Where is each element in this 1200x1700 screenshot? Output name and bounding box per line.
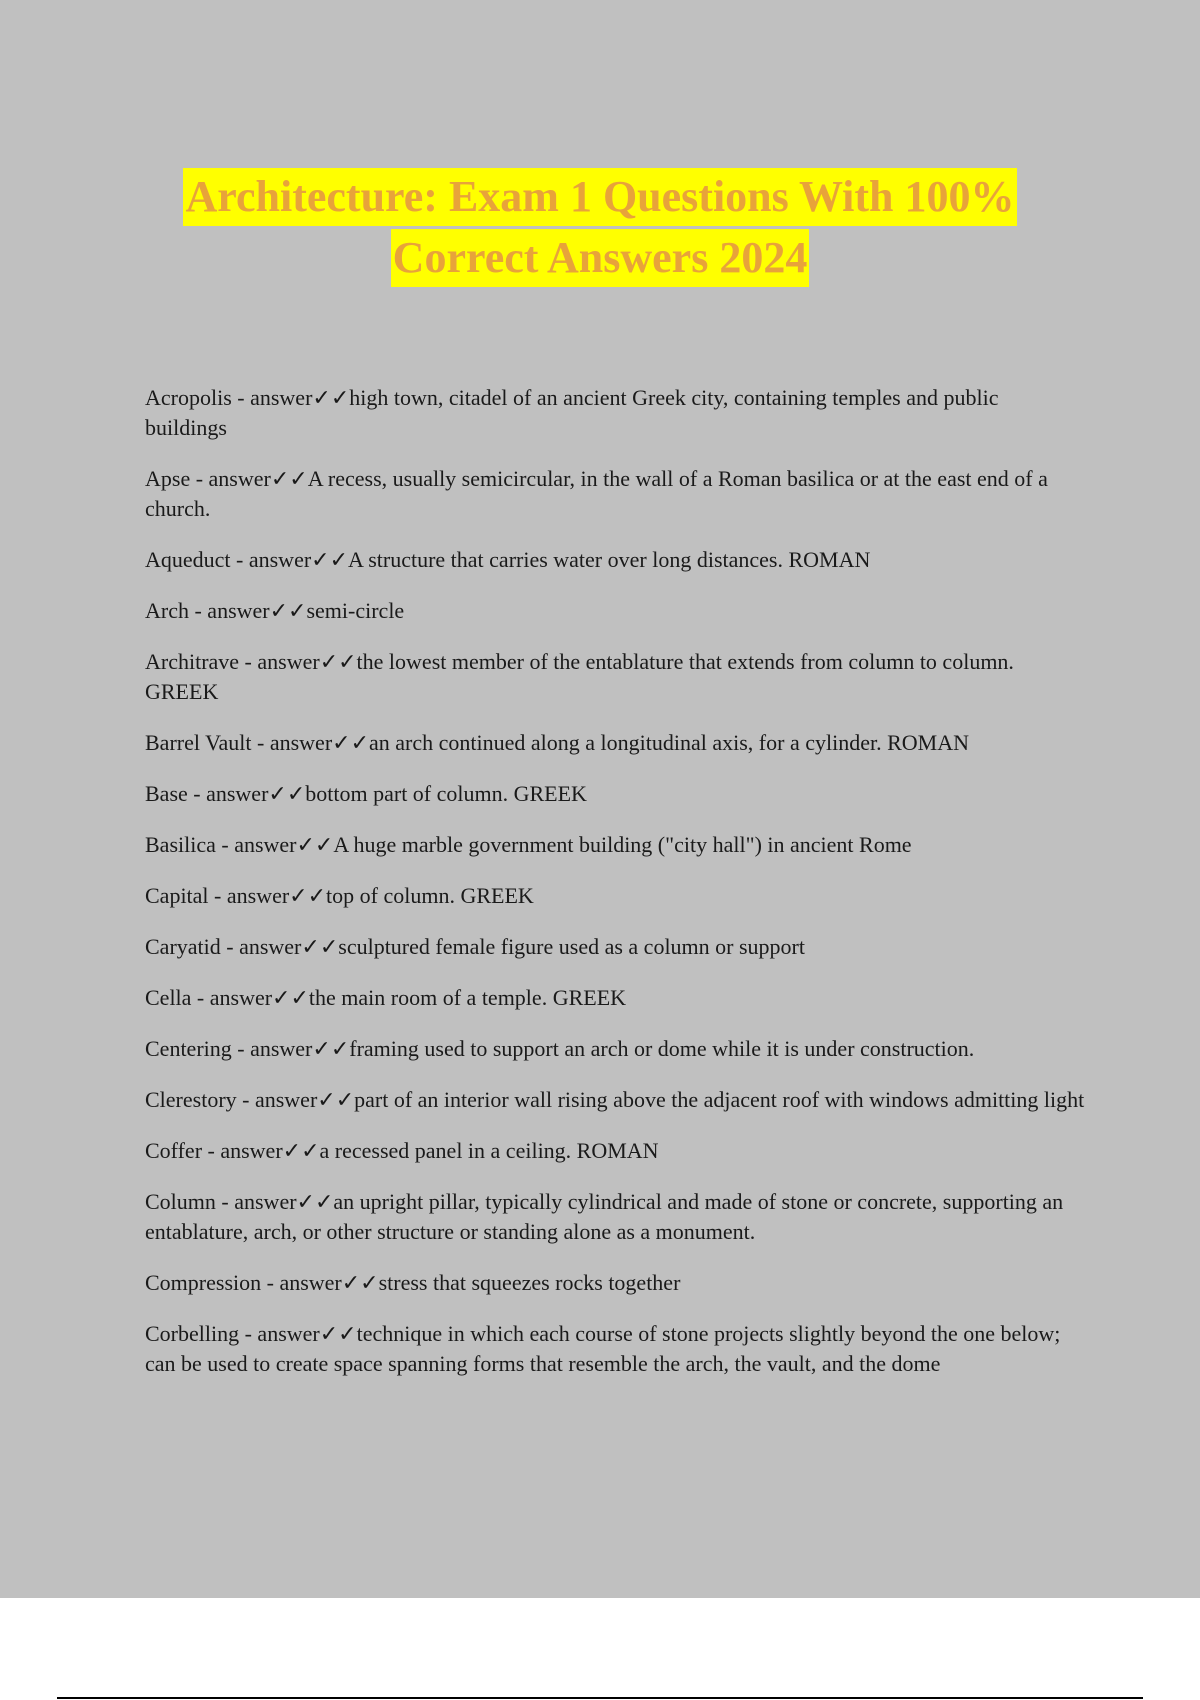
entry-basilica: Basilica - answer✓✓A huge marble government building ("city hall") in ancient Rome xyxy=(145,832,912,857)
entry-caryatid: Caryatid - answer✓✓sculptured female figure used as a column or support xyxy=(145,934,805,959)
entry-column: Column - answer✓✓an upright pillar, typically cylindrical and made of stone or concrete, supporting an entablature, arch, or other structure or standing alone as a monument. xyxy=(145,1189,1064,1244)
entry-base: Base - answer✓✓bottom part of column. GREEK xyxy=(145,781,587,806)
entry-coffer: Coffer - answer✓✓a recessed panel in a ceiling. ROMAN xyxy=(145,1138,659,1163)
entry-apse: Apse - answer✓✓A recess, usually semicircular, in the wall of a Roman basilica or at the east end of a church. xyxy=(145,466,1048,521)
entry-centering: Centering - answer✓✓framing used to support an arch or dome while it is under construction. xyxy=(145,1036,975,1061)
entry-corbelling: Corbelling - answer✓✓technique in which each course of stone projects slightly beyond the one below; can be used to create space spanning forms that resemble the arch, the vault, and the dome xyxy=(145,1321,1061,1376)
entry-cella: Cella - answer✓✓the main room of a temple. GREEK xyxy=(145,985,627,1010)
entry-acropolis: Acropolis - answer✓✓high town, citadel of an ancient Greek city, containing temples and public buildings xyxy=(145,385,999,440)
entry-capital: Capital - answer✓✓top of column. GREEK xyxy=(145,883,534,908)
entry-compression: Compression - answer✓✓stress that squeezes rocks together xyxy=(145,1270,681,1295)
title-line-1: Architecture: Exam 1 Questions With 100% xyxy=(183,168,1016,226)
page-title xyxy=(0,168,1200,290)
entry-arch: Arch - answer✓✓semi-circle xyxy=(145,598,405,623)
entry-aqueduct: Aqueduct - answer✓✓A structure that carries water over long distances. ROMAN xyxy=(145,547,871,572)
entry-barrel-vault: Barrel Vault - answer✓✓an arch continued along a longitudinal axis, for a cylinder. ROMAN xyxy=(145,730,969,755)
glossary-list xyxy=(145,383,1085,1400)
entry-architrave: Architrave - answer✓✓the lowest member of the entablature that extends from column to column. GREEK xyxy=(145,649,1014,704)
footer-divider xyxy=(57,1697,1143,1699)
title-line-2: Correct Answers 2024 xyxy=(391,229,810,287)
entry-clerestory: Clerestory - answer✓✓part of an interior wall rising above the adjacent roof with windows admitting light xyxy=(145,1087,1085,1112)
